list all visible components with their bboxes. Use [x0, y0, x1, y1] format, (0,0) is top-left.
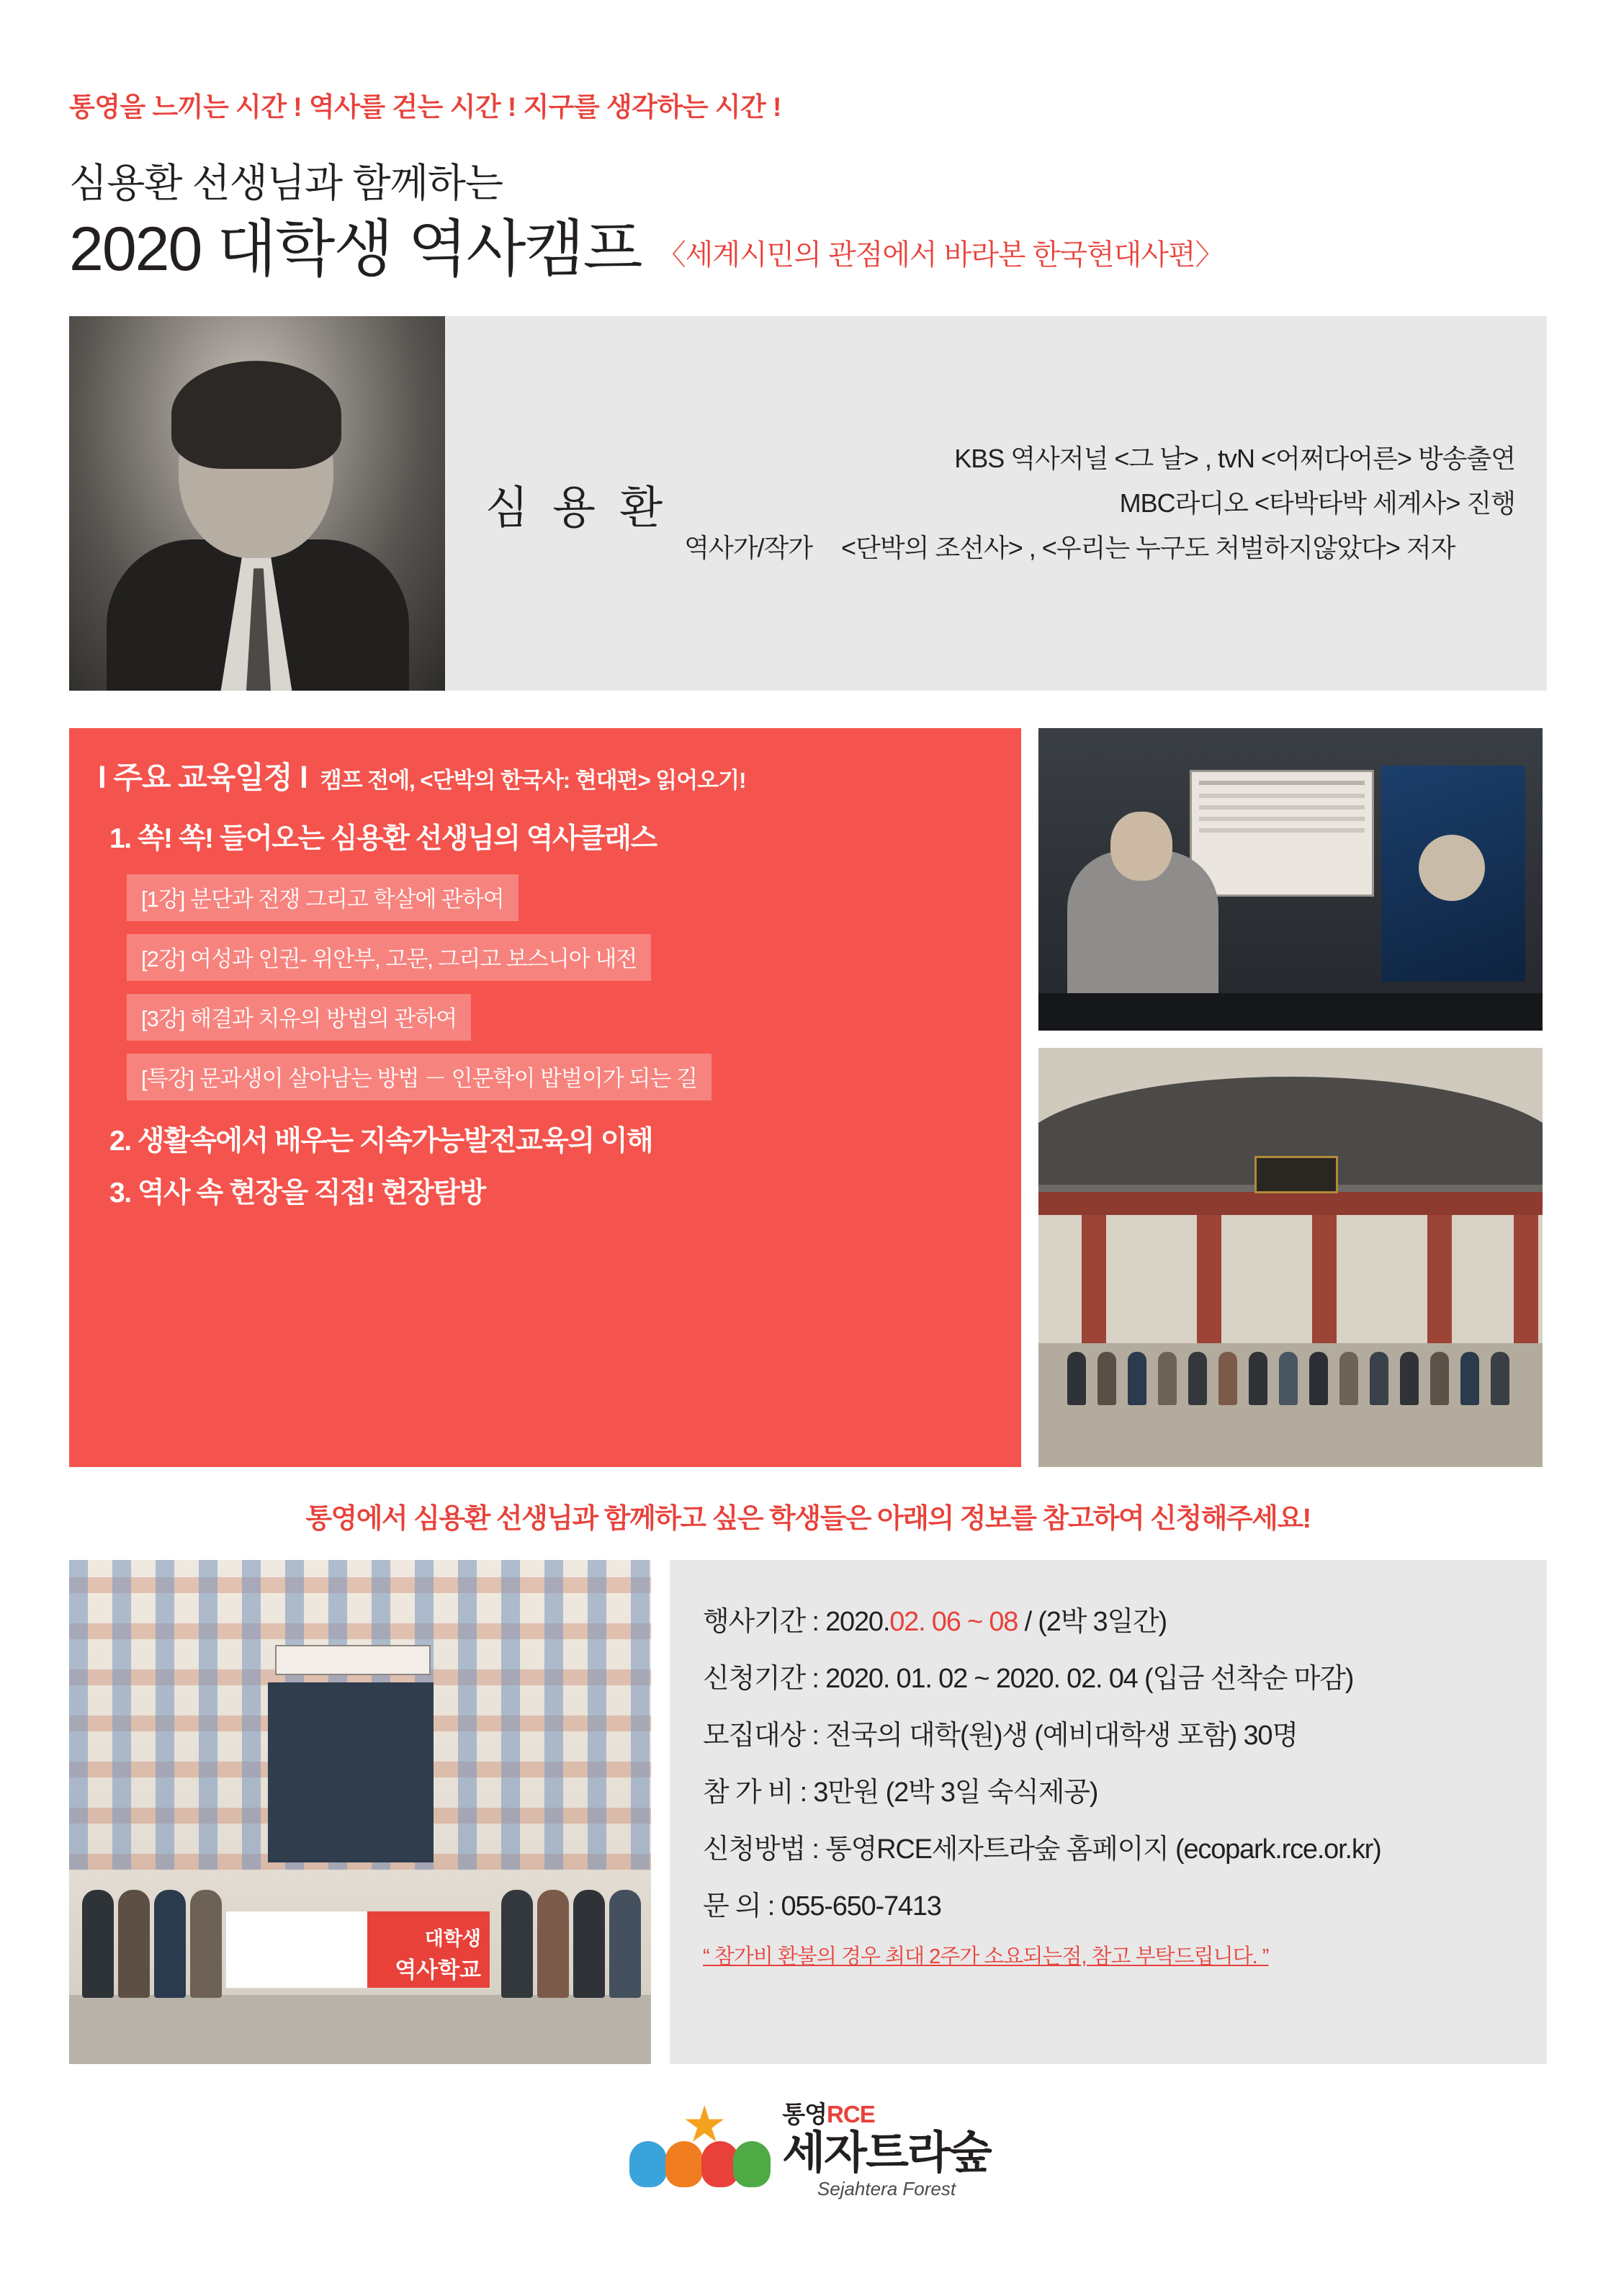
- logo-line1-rce: RCE: [827, 2101, 875, 2128]
- list-item: [2강] 여성과 인권- 위안부, 고문, 그리고 보스니아 내전: [127, 934, 651, 981]
- list-item: [3강] 해결과 치유의 방법의 관하여: [127, 994, 471, 1041]
- group-banner: [225, 1910, 491, 1989]
- info-row-target: 모집대상 : 전국의 대학(원)생 (예비대학생 포함) 30명: [703, 1721, 1298, 1752]
- lecture-list: [98, 868, 992, 1107]
- info-row-period: [703, 1599, 1518, 1638]
- speaker-credit-3: <단박의 조선사> , <우리는 누구도 처벌하지않았다> 저자: [841, 533, 1455, 563]
- info-period-label: 행사기간 : 2020.: [703, 1607, 890, 1638]
- info-row-fee: 참 가 비 : 3만원 (2박 3일 숙식제공): [703, 1777, 1098, 1808]
- info-section: [69, 1560, 1547, 2064]
- program-header: [98, 754, 992, 797]
- program-item-3: 3. 역사 속 현장을 직접! 현장탐방: [109, 1178, 485, 1209]
- title-subtitle: 심용환 선생님과 함께하는: [69, 161, 503, 205]
- speaker-info-panel: [445, 316, 1547, 691]
- program-heading: l 주요 교육일정 l: [98, 761, 308, 795]
- info-row-application-period: 신청기간 : 2020. 01. 02 ~ 2020. 02. 04 (입금 선착순 마감): [703, 1664, 1354, 1695]
- speaker-portrait-photo: [69, 316, 445, 691]
- info-period-dates: 02. 06 ~ 08: [889, 1607, 1018, 1638]
- info-panel: [670, 1560, 1547, 2064]
- title-row: [69, 217, 1547, 282]
- list-item: [1강] 분단과 전쟁 그리고 학살에 관하여: [127, 874, 519, 921]
- speaker-credit-2: MBC라디오 <타박타박 세계사> 진행: [1119, 488, 1515, 519]
- temple-field-trip-photo: [1038, 1048, 1543, 1467]
- speaker-credit-3-row: [684, 526, 1515, 570]
- refund-note: “ 참가비 환불의 경우 최대 2주가 소요되는점, 참고 부탁드립니다. ”: [703, 1945, 1269, 1969]
- lecture-photo: [1038, 728, 1543, 1031]
- logo-line3: Sejahtera Forest: [817, 2178, 956, 2200]
- speaker-name: 심 용 환: [485, 483, 669, 533]
- program-item-1: 1. 쏙! 쏙! 들어오는 심용환 선생님의 역사클래스: [109, 823, 657, 855]
- call-to-action: 통영에서 심용환 선생님과 함께하고 싶은 학생들은 아래의 정보를 참고하여 신청해주세요!: [305, 1504, 1311, 1535]
- tagline: 통영을 느끼는 시간 ! 역사를 걷는 시간 ! 지구를 생각하는 시간 !: [69, 92, 781, 122]
- list-item: [특강] 문과생이 살아남는 방법 － 인문학이 밥벌이가 되는 길: [127, 1054, 712, 1100]
- sejahtera-forest-logo-icon: [625, 2105, 769, 2192]
- speaker-credits: [684, 436, 1515, 570]
- logo-line1-pre: 통영: [782, 2101, 827, 2128]
- program-item-2: 2. 생활속에서 배우는 지속가능발전교육의 이해: [109, 1126, 653, 1157]
- speaker-role: 역사가/작가: [684, 533, 813, 563]
- photo-column: [1038, 728, 1543, 1467]
- program-note: 캠프 전에, <단박의 한국사: 현대편> 읽어오기!: [320, 768, 746, 794]
- speaker-credit-1: KBS 역사저널 <그 날> , tvN <어쩌다어른> 방송출연: [954, 444, 1515, 474]
- info-row-contact: 문 의 : 055-650-7413: [703, 1891, 941, 1922]
- page-title: 2020 대학생 역사캠프: [69, 215, 642, 284]
- logo-line1: [782, 2096, 990, 2130]
- poster-page: [0, 85, 1616, 2296]
- info-row-how-to-apply: 신청방법 : 통영RCE세자트라숲 홈페이지 (ecopark.rce.or.kr): [703, 1834, 1381, 1865]
- logo-text: [782, 2096, 990, 2200]
- speaker-band: [69, 316, 1547, 691]
- group-banner-line1: 대학생: [424, 1928, 481, 1950]
- title-note: 〈세계시민의 관점에서 바라본 한국현대사편〉: [657, 239, 1224, 272]
- group-photo: [69, 1560, 651, 2064]
- info-period-tail: / (2박 3일간): [1018, 1607, 1167, 1638]
- logo-line2: 세자트라숲: [782, 2128, 991, 2179]
- group-banner-line2: 역사학교: [395, 1958, 481, 1983]
- footer-logo: [69, 2096, 1547, 2200]
- program-panel: [69, 728, 1021, 1467]
- program-section: [69, 728, 1547, 1467]
